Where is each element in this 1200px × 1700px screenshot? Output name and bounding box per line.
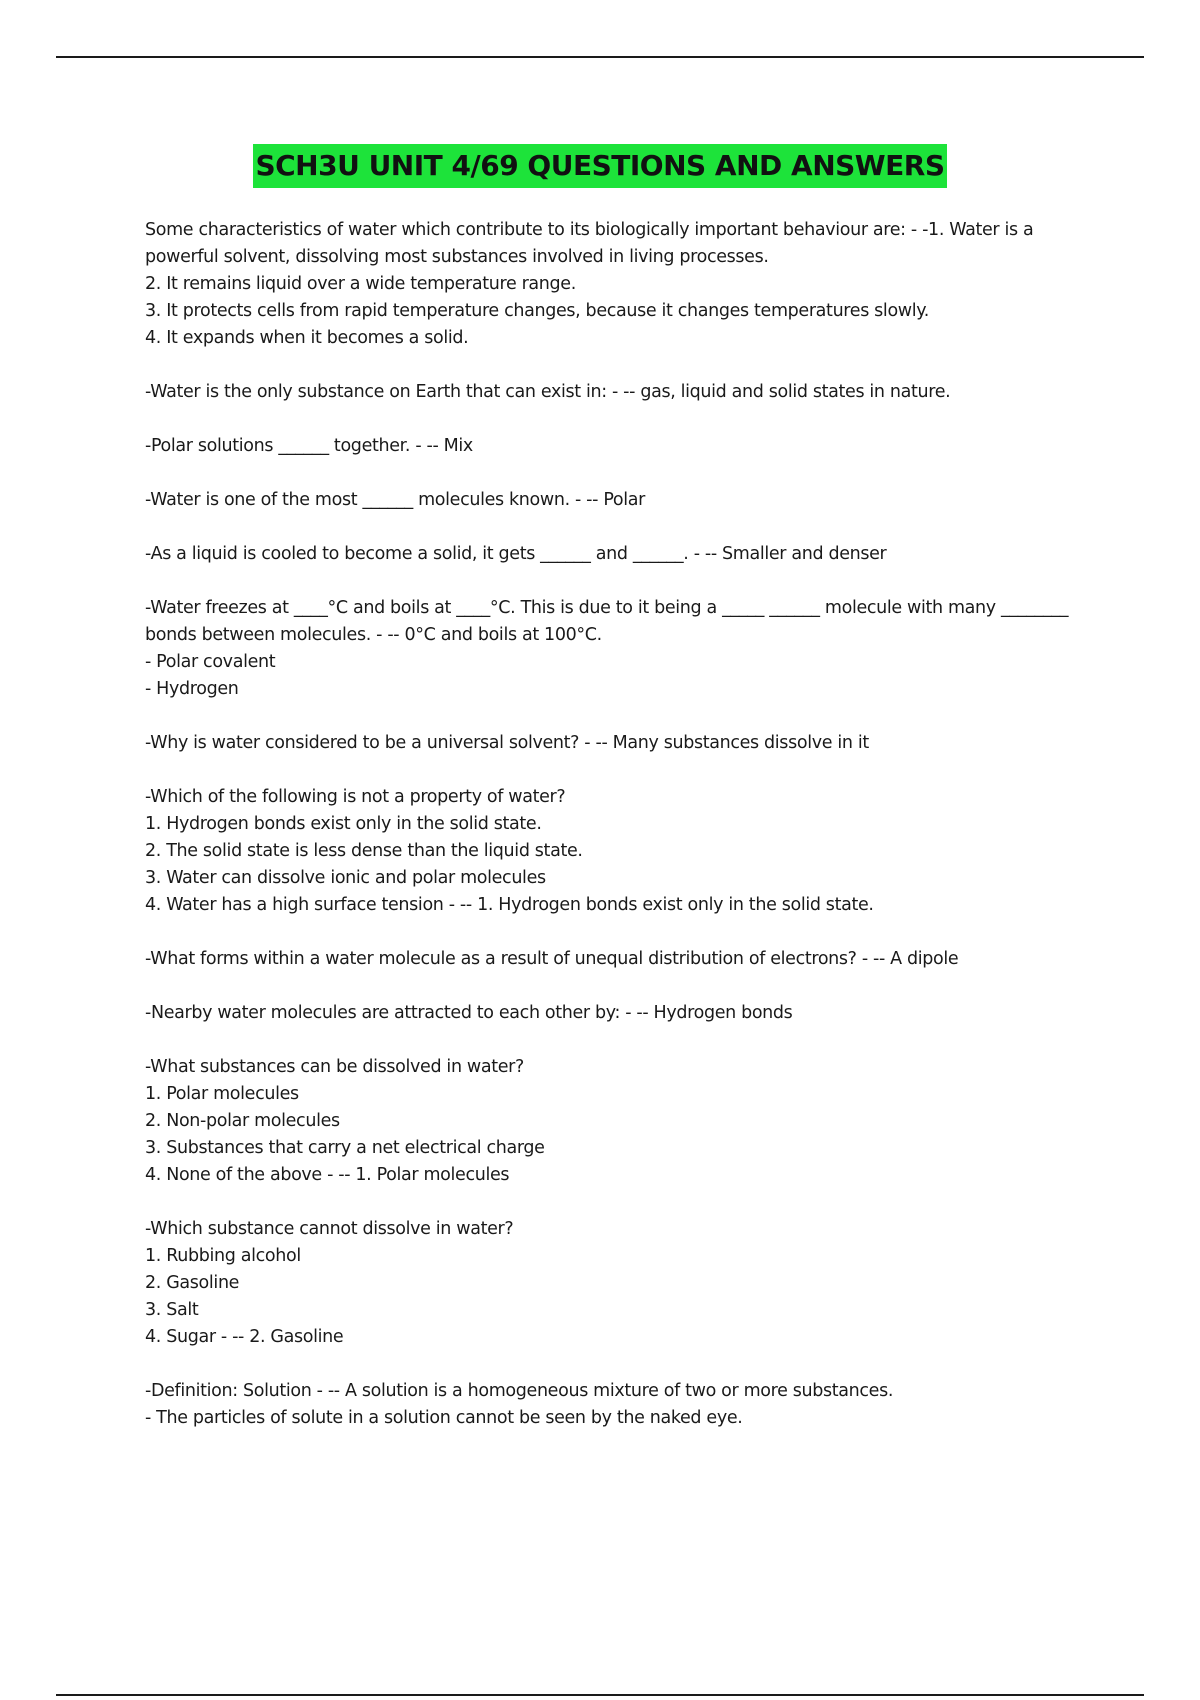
text-line: 1. Polar molecules xyxy=(145,1084,299,1104)
qa-block xyxy=(145,379,1085,406)
text-line: Some characteristics of water which contribute to its biologically important behaviour are: - -1. Water is a powerful solvent, dissolving most substances involved in living processes. xyxy=(145,220,1039,267)
text-line: 4. Water has a high surface tension - -- 1. Hydrogen bonds exist only in the solid state. xyxy=(145,895,874,915)
text-line: -What forms within a water molecule as a result of unequal distribution of electrons? - -- A dipole xyxy=(145,949,959,969)
text-line: - The particles of solute in a solution cannot be seen by the naked eye. xyxy=(145,1408,743,1428)
text-line: -Why is water considered to be a universal solvent? - -- Many substances dissolve in it xyxy=(145,733,869,753)
text-line: 4. It expands when it becomes a solid. xyxy=(145,328,469,348)
text-line: 2. The solid state is less dense than the liquid state. xyxy=(145,841,583,861)
qa-block xyxy=(145,1378,1085,1432)
text-line: - Hydrogen xyxy=(145,679,239,699)
header-rule xyxy=(56,56,1144,58)
qa-block xyxy=(145,1054,1085,1189)
qa-block xyxy=(145,1000,1085,1027)
text-line: -Which of the following is not a property of water? xyxy=(145,787,566,807)
text-line: -Nearby water molecules are attracted to each other by: - -- Hydrogen bonds xyxy=(145,1003,793,1023)
qa-block xyxy=(145,730,1085,757)
qa-block xyxy=(145,217,1085,352)
text-line: -Definition: Solution - -- A solution is a homogeneous mixture of two or more substances. xyxy=(145,1381,894,1401)
text-line: -Polar solutions ______ together. - -- Mix xyxy=(145,436,473,456)
qa-block xyxy=(145,595,1085,703)
text-line: 2. Gasoline xyxy=(145,1273,240,1293)
text-line: -Water is the only substance on Earth that can exist in: - -- gas, liquid and solid states in nature. xyxy=(145,382,951,402)
title-container xyxy=(0,144,1200,188)
text-line: -As a liquid is cooled to become a solid, it gets ______ and ______. - -- Smaller and denser xyxy=(145,544,887,564)
text-line: - Polar covalent xyxy=(145,652,276,672)
text-line: 2. It remains liquid over a wide temperature range. xyxy=(145,274,576,294)
qa-block xyxy=(145,1216,1085,1351)
text-line: 1. Rubbing alcohol xyxy=(145,1246,301,1266)
footer-rule xyxy=(56,1694,1144,1696)
qa-block xyxy=(145,784,1085,919)
text-line: 3. Water can dissolve ionic and polar molecules xyxy=(145,868,546,888)
qa-block xyxy=(145,946,1085,973)
text-line: -Which substance cannot dissolve in water? xyxy=(145,1219,514,1239)
text-line: 1. Hydrogen bonds exist only in the solid state. xyxy=(145,814,542,834)
text-line: -Water freezes at ____°C and boils at ____°C. This is due to it being a _____ ______ molecule with many ________ bonds between molecules. - -- 0°C and boils at 100°C. xyxy=(145,598,1074,645)
qa-block xyxy=(145,541,1085,568)
text-line: 4. None of the above - -- 1. Polar molecules xyxy=(145,1165,510,1185)
text-line: 2. Non-polar molecules xyxy=(145,1111,340,1131)
text-line: -What substances can be dissolved in water? xyxy=(145,1057,524,1077)
text-line: 4. Sugar - -- 2. Gasoline xyxy=(145,1327,344,1347)
text-line: 3. Salt xyxy=(145,1300,199,1320)
document-title: SCH3U UNIT 4/69 QUESTIONS AND ANSWERS xyxy=(253,144,946,188)
text-line: -Water is one of the most ______ molecules known. - -- Polar xyxy=(145,490,645,510)
text-line: 3. It protects cells from rapid temperature changes, because it changes temperatures slowly. xyxy=(145,301,930,321)
qa-block xyxy=(145,433,1085,460)
text-line: 3. Substances that carry a net electrical charge xyxy=(145,1138,545,1158)
qa-block xyxy=(145,487,1085,514)
document-body xyxy=(145,217,1085,1459)
